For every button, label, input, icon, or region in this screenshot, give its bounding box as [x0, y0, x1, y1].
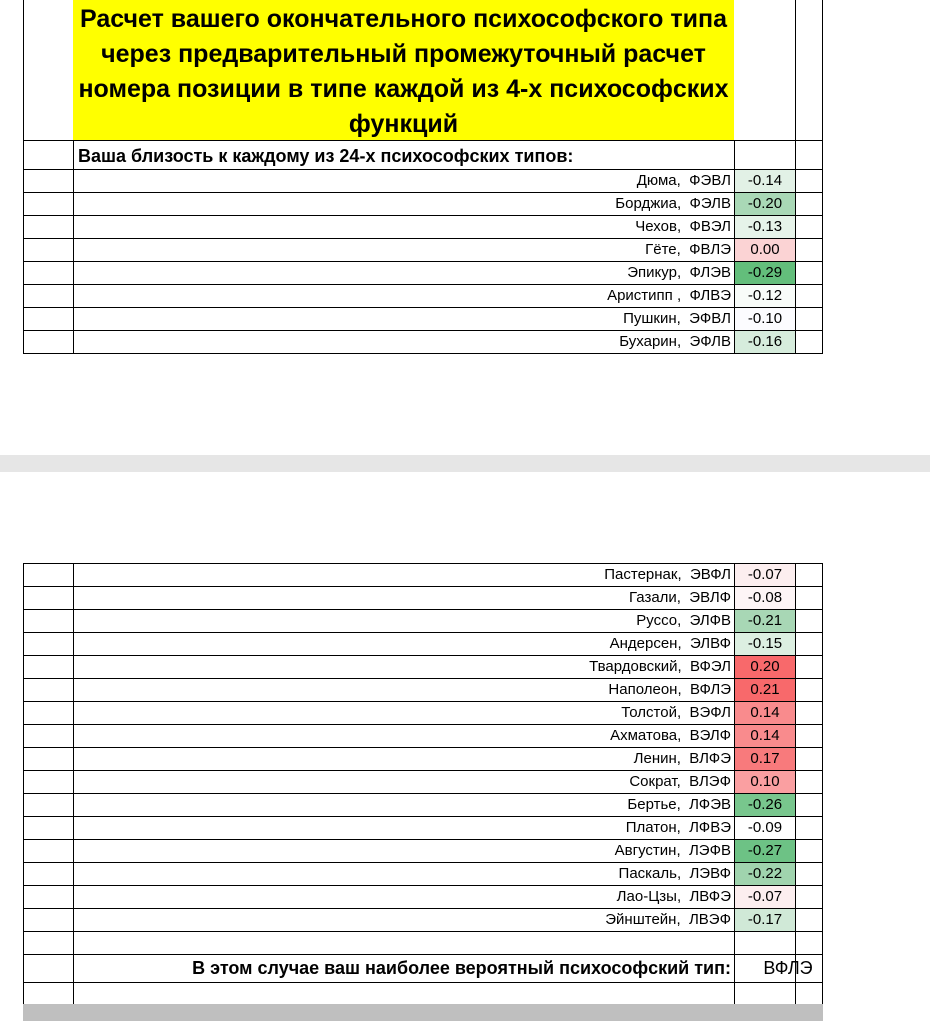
top-sheet	[23, 0, 823, 354]
type-score: -0.12	[735, 285, 795, 307]
type-row	[23, 632, 823, 655]
type-name: Наполеон, ВФЛЭ	[608, 681, 731, 698]
grid-line	[23, 353, 823, 354]
type-name: Лао-Цзы, ЛВФЭ	[616, 888, 731, 905]
sheet-footer-band	[23, 1004, 823, 1021]
type-score: -0.16	[735, 331, 795, 353]
type-row	[23, 793, 823, 816]
type-name: Дюма, ФЭВЛ	[636, 172, 731, 189]
type-score: 0.10	[735, 771, 795, 793]
type-row	[23, 724, 823, 747]
type-score: -0.14	[735, 170, 795, 192]
type-name: Твардовский, ВФЭЛ	[589, 658, 731, 675]
type-score: -0.27	[735, 840, 795, 862]
type-score: 0.14	[735, 702, 795, 724]
type-score: -0.29	[735, 262, 795, 284]
type-row	[23, 261, 823, 284]
type-row	[23, 678, 823, 701]
grid-line	[23, 931, 823, 932]
type-row	[23, 609, 823, 632]
result-label: В этом случае ваш наиболее вероятный психософский тип:	[192, 958, 731, 978]
type-score: 0.14	[735, 725, 795, 747]
type-score: -0.08	[735, 587, 795, 609]
type-score: -0.21	[735, 610, 795, 632]
type-name: Ахматова, ВЭЛФ	[610, 727, 731, 744]
type-row	[23, 655, 823, 678]
type-name: Аристипп , ФЛВЭ	[607, 287, 731, 304]
type-row	[23, 816, 823, 839]
type-score: -0.09	[735, 817, 795, 839]
type-name: Чехов, ФВЭЛ	[635, 218, 731, 235]
type-score: 0.00	[735, 239, 795, 261]
type-row	[23, 747, 823, 770]
type-row	[23, 238, 823, 261]
type-row	[23, 885, 823, 908]
grid-line	[23, 982, 823, 983]
type-row	[23, 330, 823, 353]
type-name: Бертье, ЛФЭВ	[627, 796, 731, 813]
type-row	[23, 215, 823, 238]
type-row	[23, 284, 823, 307]
type-score: -0.07	[735, 564, 795, 586]
type-row	[23, 586, 823, 609]
type-row	[23, 908, 823, 931]
type-score: -0.17	[735, 909, 795, 931]
type-name: Толстой, ВЭФЛ	[621, 704, 731, 721]
type-name: Бухарин, ЭФЛВ	[619, 333, 731, 350]
type-name: Эйнштейн, ЛВЭФ	[605, 911, 731, 928]
type-row	[23, 307, 823, 330]
type-name: Августин, ЛЭФВ	[614, 842, 731, 859]
page-title: Расчет вашего окончательного психософского типа через предварительный промежуточный расчет номера позиции в типе каждой из 4-х психософских функций	[78, 5, 729, 138]
type-name: Пушкин, ЭФВЛ	[623, 310, 731, 327]
proximity-heading: Ваша близость к каждому из 24-х психософских типов:	[78, 146, 574, 166]
type-score: -0.07	[735, 886, 795, 908]
type-row	[23, 770, 823, 793]
type-row	[23, 839, 823, 862]
type-score: -0.20	[735, 193, 795, 215]
type-name: Платон, ЛФВЭ	[625, 819, 731, 836]
type-name: Сократ, ВЛЭФ	[629, 773, 731, 790]
type-score: -0.13	[735, 216, 795, 238]
type-score: -0.10	[735, 308, 795, 330]
grid-line	[23, 140, 823, 141]
type-name: Газали, ЭВЛФ	[628, 589, 731, 606]
sheet-gap	[0, 455, 930, 472]
type-score: 0.17	[735, 748, 795, 770]
type-name: Гёте, ФВЛЭ	[645, 241, 731, 258]
type-name: Паскаль, ЛЭВФ	[618, 865, 731, 882]
type-score: 0.21	[735, 679, 795, 701]
type-row	[23, 563, 823, 586]
type-name: Эпикур, ФЛЭВ	[627, 264, 731, 281]
type-score: -0.22	[735, 863, 795, 885]
type-score: -0.26	[735, 794, 795, 816]
type-name: Руссо, ЭЛФВ	[636, 612, 731, 629]
type-row	[23, 192, 823, 215]
type-name: Ленин, ВЛФЭ	[633, 750, 731, 767]
type-name: Борджиа, ФЭЛВ	[615, 195, 731, 212]
type-name: Пастернак, ЭВФЛ	[604, 566, 731, 583]
result-type: ВФЛЭ	[763, 958, 813, 978]
type-score: -0.15	[735, 633, 795, 655]
type-name: Андерсен, ЭЛВФ	[609, 635, 731, 652]
type-score: 0.20	[735, 656, 795, 678]
type-row	[23, 701, 823, 724]
type-row	[23, 862, 823, 885]
type-row	[23, 169, 823, 192]
bottom-sheet	[23, 563, 823, 1021]
